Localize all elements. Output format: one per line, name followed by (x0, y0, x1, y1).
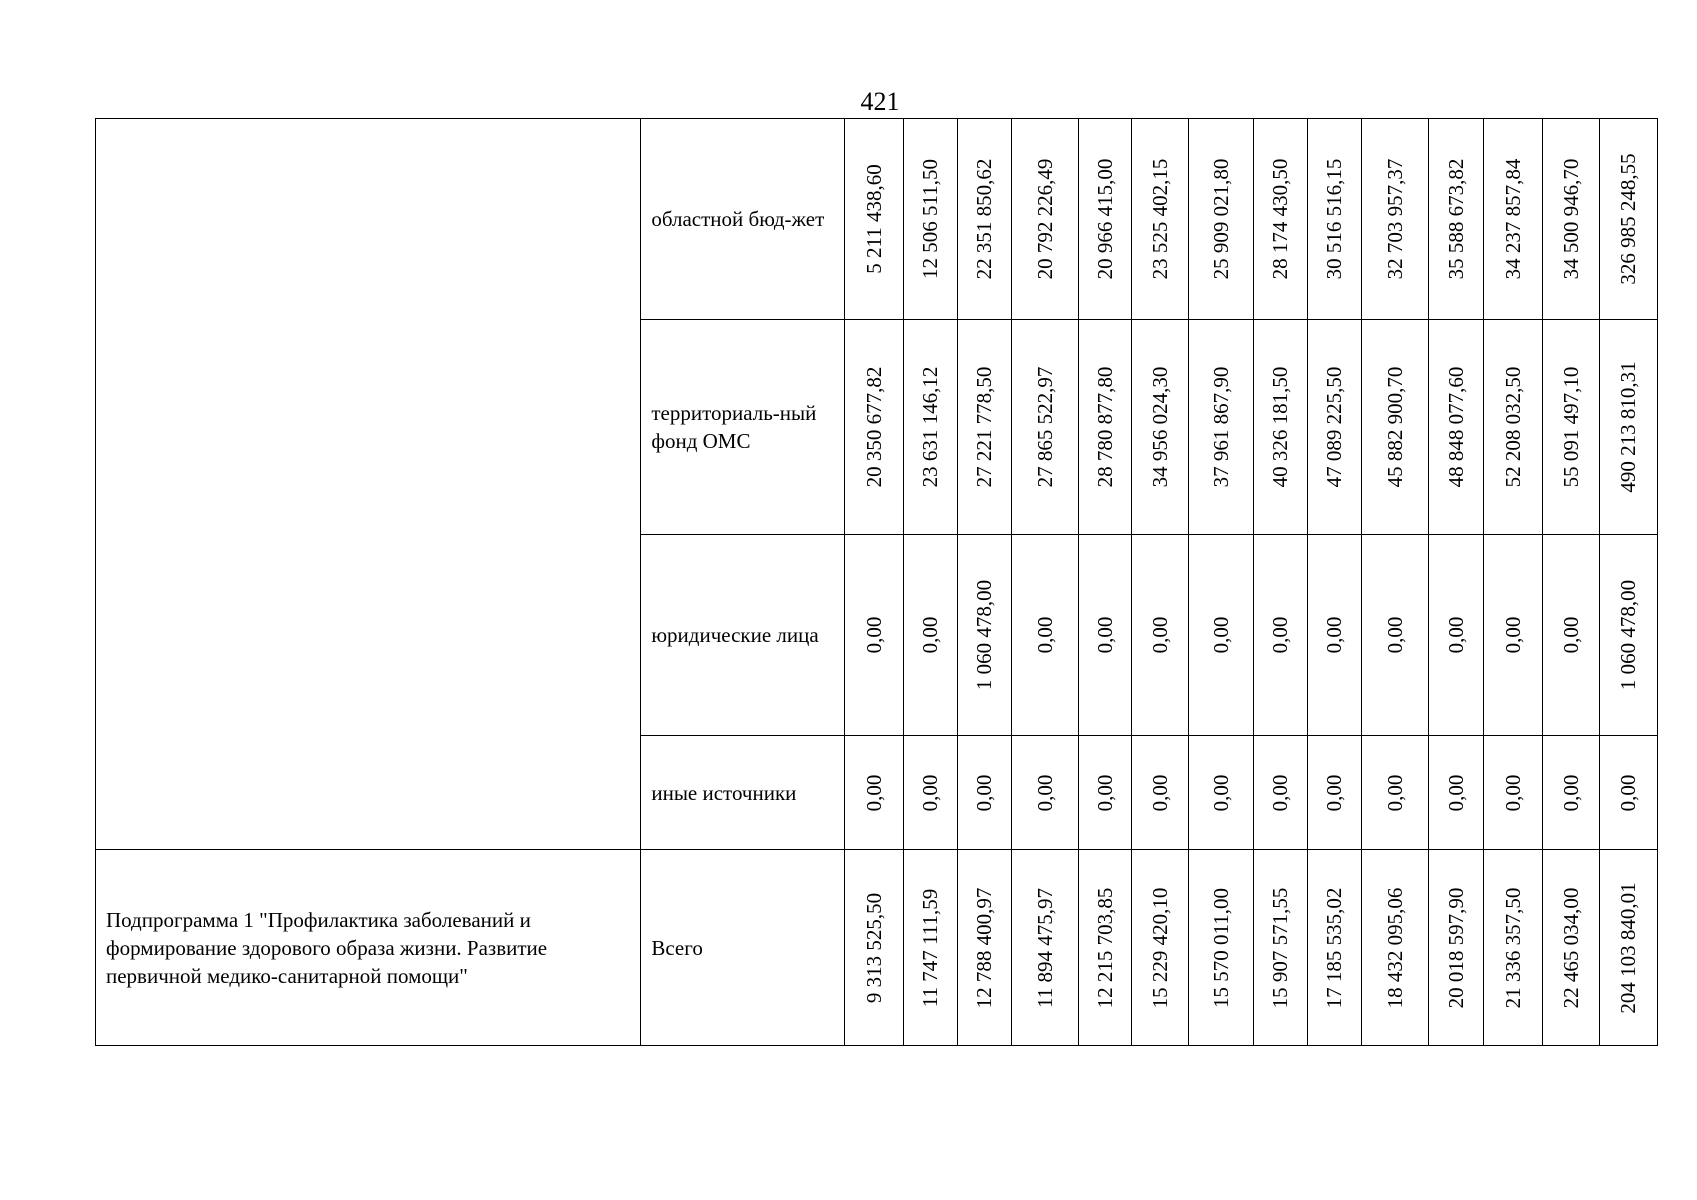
value-cell (1599, 535, 1657, 736)
value-text: 47 089 225,50 (1322, 366, 1347, 488)
value-cell (1599, 320, 1657, 535)
value-text: 0,00 (918, 774, 943, 811)
value-text: 27 221 778,50 (972, 366, 997, 488)
value-cell (1253, 736, 1307, 850)
value-cell (1361, 736, 1428, 850)
value-text: 9 313 525,50 (861, 892, 886, 1003)
program-name-cell (96, 119, 641, 850)
value-text: 1 060 478,00 (972, 579, 997, 691)
value-cell (1011, 320, 1078, 535)
value-text: 17 185 535,02 (1322, 887, 1347, 1008)
value-cell (903, 736, 957, 850)
value-cell (1253, 850, 1307, 1046)
value-cell (1078, 736, 1131, 850)
value-cell (1078, 320, 1131, 535)
program-name-cell (96, 850, 641, 1046)
value-text: 0,00 (1208, 616, 1233, 654)
value-text: 11 747 111,59 (918, 888, 943, 1007)
value-cell (1078, 535, 1131, 736)
value-cell (1188, 119, 1253, 320)
value-cell (957, 736, 1011, 850)
value-text: 0,00 (1382, 616, 1407, 654)
value-text: 0,00 (1558, 616, 1583, 654)
value-text: 0,00 (1382, 774, 1407, 811)
value-text: 25 909 021,80 (1208, 158, 1233, 280)
funding-source: Всего (651, 935, 703, 960)
value-text: 20 018 597,90 (1443, 887, 1468, 1008)
value-cell (1307, 850, 1361, 1046)
value-text: 52 208 032,50 (1500, 366, 1525, 488)
value-cell (1131, 850, 1188, 1046)
value-text: 0,00 (1616, 774, 1641, 811)
value-cell (1011, 850, 1078, 1046)
value-text: 0,00 (1147, 774, 1172, 811)
value-cell (1483, 119, 1542, 320)
value-text: 34 500 946,70 (1558, 158, 1583, 280)
value-cell (1599, 119, 1657, 320)
value-cell (1542, 850, 1599, 1046)
value-cell (1253, 119, 1307, 320)
value-cell (1483, 535, 1542, 736)
value-cell (1483, 850, 1542, 1046)
page-number: 421 (860, 87, 900, 116)
value-text: 0,00 (1092, 616, 1117, 654)
value-text: 22 351 850,62 (972, 158, 997, 280)
value-text: 15 570 011,00 (1208, 887, 1233, 1008)
value-cell (1542, 535, 1599, 736)
value-cell (845, 320, 903, 535)
value-cell (1188, 320, 1253, 535)
value-text: 22 465 034,00 (1558, 887, 1583, 1008)
value-text: 34 956 024,30 (1147, 366, 1172, 488)
value-cell (1307, 736, 1361, 850)
value-cell (1131, 535, 1188, 736)
value-cell (903, 850, 957, 1046)
value-text: 0,00 (972, 774, 997, 811)
value-cell (1483, 320, 1542, 535)
value-cell (1361, 850, 1428, 1046)
value-text: 28 174 430,50 (1268, 158, 1293, 280)
value-cell (1307, 535, 1361, 736)
value-cell (957, 850, 1011, 1046)
value-cell (1011, 736, 1078, 850)
value-text: 28 780 877,80 (1092, 366, 1117, 488)
value-cell (845, 535, 903, 736)
value-cell (903, 119, 957, 320)
value-text: 20 350 677,82 (861, 366, 886, 488)
value-cell (1307, 119, 1361, 320)
value-text: 490 213 810,31 (1616, 361, 1641, 493)
value-cell (845, 736, 903, 850)
value-cell (957, 535, 1011, 736)
value-text: 48 848 077,60 (1443, 366, 1468, 488)
value-text: 0,00 (1500, 616, 1525, 654)
value-text: 0,00 (861, 616, 886, 654)
value-text: 0,00 (1322, 616, 1347, 654)
value-cell (903, 535, 957, 736)
value-text: 27 865 522,97 (1032, 366, 1057, 488)
value-cell (845, 119, 903, 320)
funding-source-cell (641, 320, 845, 535)
program-name: Подпрограмма 1 "Профилактика заболеваний и формирование здорового образа жизни. Развитие первичной медико-санитарной помощи" (106, 907, 548, 988)
value-cell (957, 320, 1011, 535)
value-cell (1011, 119, 1078, 320)
value-text: 1 060 478,00 (1616, 579, 1641, 691)
value-text: 18 432 095,06 (1382, 887, 1407, 1008)
table-row (96, 119, 1658, 320)
value-text: 0,00 (1032, 774, 1057, 811)
value-text: 23 525 402,15 (1147, 158, 1172, 280)
value-text: 0,00 (1092, 774, 1117, 811)
value-cell (1253, 320, 1307, 535)
value-cell (957, 119, 1011, 320)
value-cell (1599, 736, 1657, 850)
value-cell (1542, 119, 1599, 320)
value-cell (1428, 320, 1483, 535)
value-text: 12 506 511,50 (918, 159, 943, 279)
value-cell (1361, 320, 1428, 535)
value-text: 20 966 415,00 (1092, 158, 1117, 280)
value-text: 0,00 (1558, 774, 1583, 811)
funding-source: территориаль-ный фонд ОМС (651, 401, 817, 453)
value-cell (1078, 119, 1131, 320)
value-text: 12 788 400,97 (972, 887, 997, 1008)
value-text: 32 703 957,37 (1382, 158, 1407, 280)
value-cell (1131, 119, 1188, 320)
value-cell (1428, 736, 1483, 850)
value-cell (1361, 535, 1428, 736)
value-text: 0,00 (1500, 774, 1525, 811)
value-text: 204 103 840,01 (1616, 881, 1641, 1014)
value-cell (1542, 736, 1599, 850)
value-text: 326 985 248,55 (1616, 153, 1641, 285)
value-cell (1542, 320, 1599, 535)
value-cell (1483, 736, 1542, 850)
funding-source: иные источники (651, 780, 797, 805)
value-text: 45 882 900,70 (1382, 366, 1407, 488)
value-cell (1131, 736, 1188, 850)
value-cell (1599, 850, 1657, 1046)
funding-source: областной бюд-жет (651, 207, 825, 231)
value-text: 30 516 516,15 (1322, 158, 1347, 280)
value-text: 0,00 (1268, 616, 1293, 654)
value-text: 21 336 357,50 (1500, 887, 1525, 1008)
value-text: 0,00 (861, 774, 886, 811)
value-cell (1188, 535, 1253, 736)
value-cell (1011, 535, 1078, 736)
value-cell (1188, 736, 1253, 850)
value-cell (1428, 119, 1483, 320)
budget-table (95, 118, 1658, 1046)
value-cell (845, 850, 903, 1046)
value-text: 23 631 146,12 (918, 366, 943, 488)
value-text: 0,00 (918, 616, 943, 654)
value-cell (1078, 850, 1131, 1046)
value-cell (1428, 850, 1483, 1046)
funding-source-cell (641, 119, 845, 320)
value-text: 5 211 438,60 (861, 164, 886, 274)
value-text: 55 091 497,10 (1558, 366, 1583, 488)
value-cell (1188, 850, 1253, 1046)
funding-source-cell (641, 535, 845, 736)
value-text: 0,00 (1443, 774, 1468, 811)
value-text: 37 961 867,90 (1208, 366, 1233, 488)
value-text: 15 907 571,55 (1268, 887, 1293, 1008)
value-cell (1428, 535, 1483, 736)
value-text: 40 326 181,50 (1268, 366, 1293, 488)
value-cell (903, 320, 957, 535)
value-text: 0,00 (1147, 616, 1172, 654)
value-cell (1307, 320, 1361, 535)
value-cell (1253, 535, 1307, 736)
table-row (96, 850, 1658, 1046)
value-text: 0,00 (1032, 616, 1057, 654)
funding-source: юридические лица (651, 623, 819, 647)
value-text: 20 792 226,49 (1032, 158, 1057, 280)
value-text: 11 894 475,97 (1032, 887, 1057, 1008)
value-text: 0,00 (1443, 616, 1468, 654)
value-text: 34 237 857,84 (1500, 158, 1525, 280)
value-text: 15 229 420,10 (1147, 887, 1172, 1008)
value-text: 0,00 (1322, 774, 1347, 811)
value-text: 0,00 (1208, 774, 1233, 811)
funding-source-cell (641, 850, 845, 1046)
value-text: 12 215 703,85 (1092, 887, 1117, 1008)
value-cell (1361, 119, 1428, 320)
funding-source-cell (641, 736, 845, 850)
value-text: 35 588 673,82 (1443, 158, 1468, 280)
value-cell (1131, 320, 1188, 535)
value-text: 0,00 (1268, 774, 1293, 811)
